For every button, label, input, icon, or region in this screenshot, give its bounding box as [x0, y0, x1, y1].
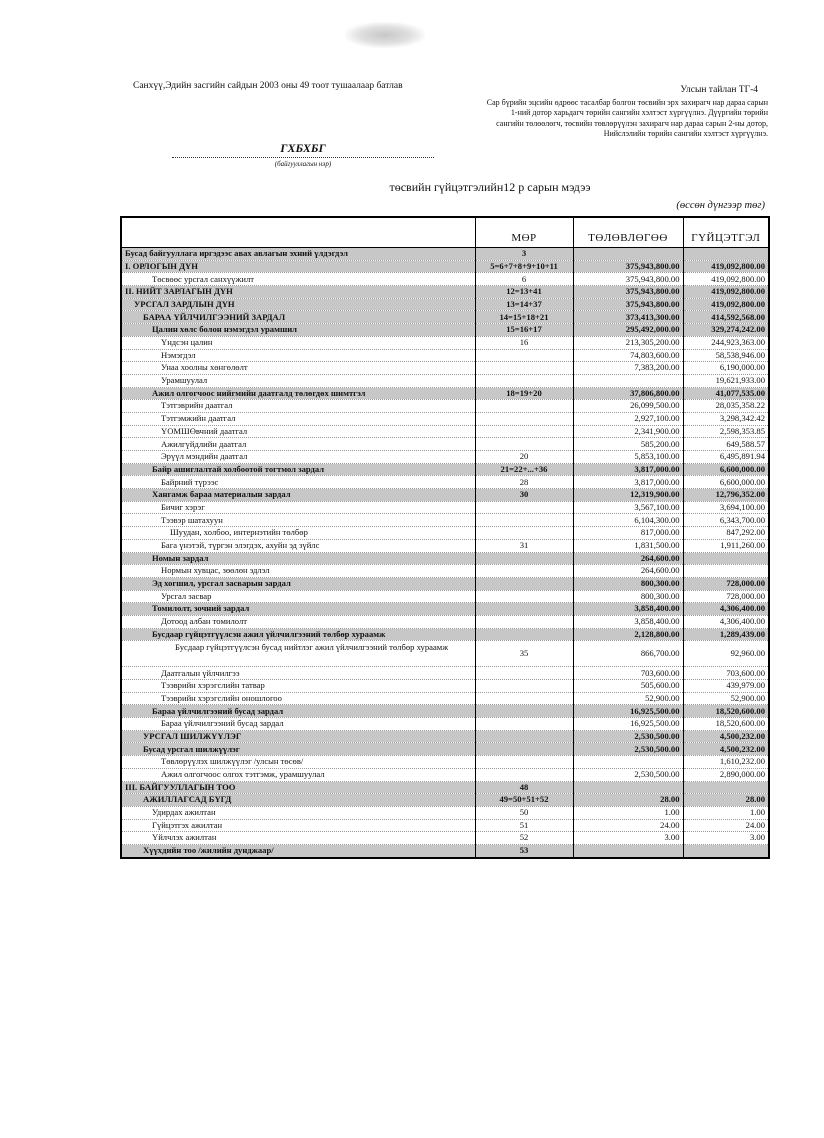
instruction-line: Нийслэлийн төрийн сангийн хэлтэст хүргүүлнэ. [603, 128, 768, 138]
row-number [475, 590, 573, 603]
row-label: Нормын хувцас, зөөлөн эдлэл [121, 565, 475, 578]
row-number: 50 [475, 806, 573, 819]
organization-caption: (байгууллагын нэр) [274, 160, 332, 168]
row-number [475, 756, 573, 769]
actual-value: 1,911,260.00 [683, 539, 769, 552]
plan-value: 585,200.00 [573, 438, 683, 451]
row-label: Цалин хөлс болон нэмэгдэл урамшил [121, 324, 475, 337]
plan-value: 375,943,800.00 [573, 298, 683, 311]
table-row [121, 273, 769, 286]
row-number [475, 718, 573, 731]
actual-value: 3,298,342.42 [683, 412, 769, 425]
plan-value: 37,806,800.00 [573, 387, 683, 400]
row-number [475, 667, 573, 680]
plan-value: 5,853,100.00 [573, 451, 683, 464]
plan-value [573, 844, 683, 857]
table-row [121, 781, 769, 794]
row-label: Удирдах ажилтан [121, 806, 475, 819]
actual-value: 329,274,242.00 [683, 324, 769, 337]
table-row [121, 286, 769, 299]
row-number: 48 [475, 781, 573, 794]
actual-value: 6,495,891.94 [683, 451, 769, 464]
plan-value: 2,530,500.00 [573, 743, 683, 756]
plan-value: 264,600.00 [573, 565, 683, 578]
plan-value: 800,300.00 [573, 590, 683, 603]
row-number: 18=19+20 [475, 387, 573, 400]
table-row [121, 641, 769, 667]
row-number [475, 400, 573, 413]
plan-value: 3,858,400.00 [573, 603, 683, 616]
actual-value: 28.00 [683, 794, 769, 807]
row-number: 14=15+18+21 [475, 311, 573, 324]
table-row [121, 336, 769, 349]
row-label: Төвлөрүүлэх шилжүүлэг /улсын төсөв/ [121, 756, 475, 769]
column-header-label [121, 217, 475, 248]
form-code: Улсын тайлан ТГ-4 [680, 85, 758, 95]
actual-value: 244,923,363.00 [683, 336, 769, 349]
table-row [121, 603, 769, 616]
plan-value: 16,925,500.00 [573, 718, 683, 731]
actual-value: 1,610,232.00 [683, 756, 769, 769]
row-label: Төсвөөс урсгал санхүүжилт [121, 273, 475, 286]
approval-note: Санхүү,Эдийн засгийн сайдын 2003 оны 49 тоот тушаалаар батлав [133, 81, 403, 91]
actual-value: 3,694,100.00 [683, 501, 769, 514]
row-number [475, 374, 573, 387]
table-row [121, 565, 769, 578]
instruction-line: Сар бүрийн эцсийн өдрөөс тасалбар болгон төсвийн эрх захирагч нар дараа сарын [486, 98, 768, 108]
row-label: Бага үнэтэй, түргэн элэгдэх, ахуйн эд зүйлс [121, 539, 475, 552]
table-row [121, 844, 769, 857]
row-number [475, 527, 573, 540]
row-label: УРСГАЛ ЗАРДЛЫН ДҮН [121, 298, 475, 311]
plan-value: 52,900.00 [573, 692, 683, 705]
row-number: 51 [475, 819, 573, 832]
plan-value: 866,700.00 [573, 641, 683, 667]
table-row [121, 400, 769, 413]
row-number: 20 [475, 451, 573, 464]
table-row [121, 463, 769, 476]
actual-value: 92,960.00 [683, 641, 769, 667]
row-number: 6 [475, 273, 573, 286]
actual-value: 4,500,232.00 [683, 730, 769, 743]
actual-value: 439,979.00 [683, 680, 769, 693]
table-row [121, 374, 769, 387]
actual-value: 18,520,600.00 [683, 718, 769, 731]
table-row [121, 514, 769, 527]
row-number [475, 412, 573, 425]
table-row [121, 718, 769, 731]
actual-value: 19,621,933.00 [683, 374, 769, 387]
row-label: III. БАЙГУУЛЛАГЫН ТОО [121, 781, 475, 794]
plan-value: 375,943,800.00 [573, 286, 683, 299]
budget-report-table [120, 216, 770, 859]
row-number [475, 425, 573, 438]
actual-value: 18,520,600.00 [683, 705, 769, 718]
row-label: Үйлчлэх ажилтан [121, 832, 475, 845]
row-label: Тээвэр шатахуун [121, 514, 475, 527]
plan-value: 295,492,000.00 [573, 324, 683, 337]
row-label: УРСГАЛ ШИЛЖҮҮЛЭГ [121, 730, 475, 743]
actual-value [683, 248, 769, 261]
table-row [121, 349, 769, 362]
actual-value: 6,190,000.00 [683, 362, 769, 375]
actual-value: 414,592,568.00 [683, 311, 769, 324]
instruction-line: сангийн төлөөлөгч, төсвийн төвлөрүүлэн захирагч нар дараа сарын 2-ны дотор, [496, 118, 768, 128]
row-label: Бараа үйлчилгээний бусад зардал [121, 718, 475, 731]
actual-value: 4,306,400.00 [683, 603, 769, 616]
table-row [121, 425, 769, 438]
row-label: Байр ашиглалтай холбоотой тогтмол зардал [121, 463, 475, 476]
row-label: Тэтгэмжийн даатгал [121, 412, 475, 425]
plan-value [573, 756, 683, 769]
actual-value [683, 565, 769, 578]
row-label: Эд хогшил, урсгал засварын зардал [121, 577, 475, 590]
table-row [121, 298, 769, 311]
plan-value: 2,128,800.00 [573, 628, 683, 641]
row-label: Гүйцэтгэх ажилтан [121, 819, 475, 832]
row-label: ҮОМШӨвчний даатгал [121, 425, 475, 438]
row-number [475, 615, 573, 628]
row-number: 28 [475, 476, 573, 489]
row-label: Ажил олгогчоос олгох тэтгэмж, урамшуулал [121, 768, 475, 781]
plan-value: 28.00 [573, 794, 683, 807]
table-row [121, 412, 769, 425]
report-title: төсвийн гүйцэтгэлийн12 р сарын мэдээ [389, 180, 591, 194]
table-row [121, 476, 769, 489]
plan-value: 2,927,100.00 [573, 412, 683, 425]
row-label: Бусдаар гүйцэтгүүлсэн бусад нийтлэг ажил үйлчилгээний төлбөр хураамж [121, 641, 475, 667]
row-label: Номын зардал [121, 552, 475, 565]
row-number [475, 577, 573, 590]
plan-value: 375,943,800.00 [573, 260, 683, 273]
table-row [121, 667, 769, 680]
table-row [121, 260, 769, 273]
actual-value: 6,600,000.00 [683, 476, 769, 489]
column-header-row-no: МӨР [475, 217, 573, 248]
plan-value: 1.00 [573, 806, 683, 819]
row-label: Унаа хоолны хөнгөлөлт [121, 362, 475, 375]
actual-value: 419,092,800.00 [683, 273, 769, 286]
table-row [121, 501, 769, 514]
plan-value: 3,858,400.00 [573, 615, 683, 628]
plan-value: 26,099,500.00 [573, 400, 683, 413]
table-row [121, 590, 769, 603]
plan-value: 800,300.00 [573, 577, 683, 590]
plan-value: 3,567,100.00 [573, 501, 683, 514]
plan-value: 505,600.00 [573, 680, 683, 693]
row-label: Урсгал засвар [121, 590, 475, 603]
plan-value [573, 248, 683, 261]
actual-value: 24.00 [683, 819, 769, 832]
table-row [121, 615, 769, 628]
actual-value: 1,289,439.00 [683, 628, 769, 641]
row-number [475, 438, 573, 451]
actual-value: 419,092,800.00 [683, 260, 769, 273]
row-label: Хангамж бараа материалын зардал [121, 489, 475, 502]
row-number: 3 [475, 248, 573, 261]
plan-value: 2,530,500.00 [573, 768, 683, 781]
plan-value: 74,803,600.00 [573, 349, 683, 362]
plan-value: 6,104,300.00 [573, 514, 683, 527]
row-label: Бичиг хэрэг [121, 501, 475, 514]
plan-value: 3,817,000.00 [573, 476, 683, 489]
row-number [475, 552, 573, 565]
actual-value: 52,900.00 [683, 692, 769, 705]
table-row [121, 451, 769, 464]
actual-value: 847,292.00 [683, 527, 769, 540]
table-row [121, 539, 769, 552]
row-number [475, 692, 573, 705]
actual-value: 2,598,353.85 [683, 425, 769, 438]
row-label: II. НИЙТ ЗАРЛАГЫН ДҮН [121, 286, 475, 299]
row-number [475, 730, 573, 743]
actual-value: 2,890,000.00 [683, 768, 769, 781]
row-number [475, 514, 573, 527]
table-row [121, 577, 769, 590]
table-row [121, 806, 769, 819]
actual-value: 41,077,535.00 [683, 387, 769, 400]
plan-value: 213,305,200.00 [573, 336, 683, 349]
row-label: Бусад урсгал шилжүүлэг [121, 743, 475, 756]
row-label: БАРАА ҮЙЛЧИЛГЭЭНИЙ ЗАРДАЛ [121, 311, 475, 324]
actual-value [683, 781, 769, 794]
row-number: 13=14+37 [475, 298, 573, 311]
row-number: 12=13+41 [475, 286, 573, 299]
table-row [121, 362, 769, 375]
column-header-actual: ГҮЙЦЭТГЭЛ [683, 217, 769, 248]
row-number [475, 680, 573, 693]
actual-value: 4,306,400.00 [683, 615, 769, 628]
table-row [121, 768, 769, 781]
table-row [121, 819, 769, 832]
row-number [475, 362, 573, 375]
plan-value: 2,341,900.00 [573, 425, 683, 438]
table-row [121, 832, 769, 845]
actual-value: 6,343,700.00 [683, 514, 769, 527]
plan-value: 817,000.00 [573, 527, 683, 540]
row-label: Хүүхдийн тоо /жилийн дунджаар/ [121, 844, 475, 857]
row-number [475, 565, 573, 578]
table-row [121, 705, 769, 718]
row-label: Даатгалын үйлчилгээ [121, 667, 475, 680]
row-label: Урамшуулал [121, 374, 475, 387]
actual-value: 12,796,352.00 [683, 489, 769, 502]
actual-value: 1.00 [683, 806, 769, 819]
table-row [121, 324, 769, 337]
plan-value: 373,413,300.00 [573, 311, 683, 324]
actual-value: 419,092,800.00 [683, 286, 769, 299]
actual-value [683, 844, 769, 857]
table-row [121, 680, 769, 693]
row-label: Томилолт, зочний зардал [121, 603, 475, 616]
row-number [475, 501, 573, 514]
row-number: 30 [475, 489, 573, 502]
row-label: Бараа үйлчилгээний бусад зардал [121, 705, 475, 718]
table-row [121, 794, 769, 807]
row-number: 52 [475, 832, 573, 845]
table-row [121, 730, 769, 743]
plan-value: 3,817,000.00 [573, 463, 683, 476]
plan-value: 3.00 [573, 832, 683, 845]
actual-value [683, 552, 769, 565]
actual-value: 58,538,946.00 [683, 349, 769, 362]
scan-smudge [345, 22, 425, 48]
plan-value: 703,600.00 [573, 667, 683, 680]
table-row [121, 628, 769, 641]
organization-underline [172, 157, 434, 158]
column-header-plan: ТӨЛӨВЛӨГӨӨ [573, 217, 683, 248]
actual-value: 649,588.57 [683, 438, 769, 451]
table-row [121, 756, 769, 769]
row-number: 35 [475, 641, 573, 667]
table-row [121, 552, 769, 565]
table-row [121, 248, 769, 261]
plan-value: 1,831,500.00 [573, 539, 683, 552]
row-number: 21=22+...+36 [475, 463, 573, 476]
actual-value: 419,092,800.00 [683, 298, 769, 311]
table-row [121, 527, 769, 540]
actual-value: 728,000.00 [683, 590, 769, 603]
plan-value: 2,530,500.00 [573, 730, 683, 743]
row-label: Эрүүл мэндийн даатгал [121, 451, 475, 464]
table-row [121, 438, 769, 451]
row-number: 49=50+51+52 [475, 794, 573, 807]
currency-unit: (өссөн дүнгээр төг) [676, 200, 765, 211]
form-instructions [440, 85, 768, 139]
row-number [475, 768, 573, 781]
plan-value: 264,600.00 [573, 552, 683, 565]
row-label: Үндсэн цалин [121, 336, 475, 349]
instruction-line: 1-ний дотор харьдагч төрийн сангийн хэлтэст хүргүүлнэ. Дүүргийн төрийн [510, 108, 768, 118]
actual-value: 703,600.00 [683, 667, 769, 680]
row-number [475, 705, 573, 718]
plan-value [573, 374, 683, 387]
plan-value: 12,319,900.00 [573, 489, 683, 502]
table-row [121, 743, 769, 756]
row-number: 16 [475, 336, 573, 349]
plan-value: 375,943,800.00 [573, 273, 683, 286]
row-number [475, 743, 573, 756]
row-label: Ажилгүйдлийн даатгал [121, 438, 475, 451]
row-number: 53 [475, 844, 573, 857]
row-number [475, 603, 573, 616]
row-number: 15=16+17 [475, 324, 573, 337]
row-label: Тээврийн хэрэгслийн оношлогоо [121, 692, 475, 705]
row-label: Тэтгэврийн даатгал [121, 400, 475, 413]
plan-value [573, 781, 683, 794]
row-label: Ажил олгогчоос нийгмийн даатгалд төлөгдөх шимтгэл [121, 387, 475, 400]
row-label: Дотоод албан томилолт [121, 615, 475, 628]
table-row [121, 692, 769, 705]
plan-value: 16,925,500.00 [573, 705, 683, 718]
row-number [475, 628, 573, 641]
organization-name: ГХБХБГ [280, 141, 326, 155]
row-number: 5=6+7+8+9+10+11 [475, 260, 573, 273]
actual-value: 3.00 [683, 832, 769, 845]
row-number [475, 349, 573, 362]
row-label: Байрний түрээс [121, 476, 475, 489]
actual-value: 6,600,000.00 [683, 463, 769, 476]
actual-value: 28,035,358.22 [683, 400, 769, 413]
row-label: I. ОРЛОГЫН ДҮН [121, 260, 475, 273]
actual-value: 728,000.00 [683, 577, 769, 590]
table-row [121, 311, 769, 324]
table-row [121, 387, 769, 400]
plan-value: 7,383,200.00 [573, 362, 683, 375]
row-label: АЖИЛЛАГСАД БҮГД [121, 794, 475, 807]
row-label: Тээврийн хэрэгслийн татвар [121, 680, 475, 693]
row-label: Бусад байгууллага иргэдээс авах авлагын эхний үлдэгдэл [121, 248, 475, 261]
table-header-row [121, 217, 769, 248]
table-row [121, 489, 769, 502]
row-label: Нэмэгдэл [121, 349, 475, 362]
row-label: Бусдаар гүйцэтгүүлсэн ажил үйлчилгээний төлбөр хураамж [121, 628, 475, 641]
plan-value: 24.00 [573, 819, 683, 832]
row-label: Шуудан, холбоо, интернэтийн төлбөр [121, 527, 475, 540]
row-number: 31 [475, 539, 573, 552]
actual-value: 4,500,232.00 [683, 743, 769, 756]
